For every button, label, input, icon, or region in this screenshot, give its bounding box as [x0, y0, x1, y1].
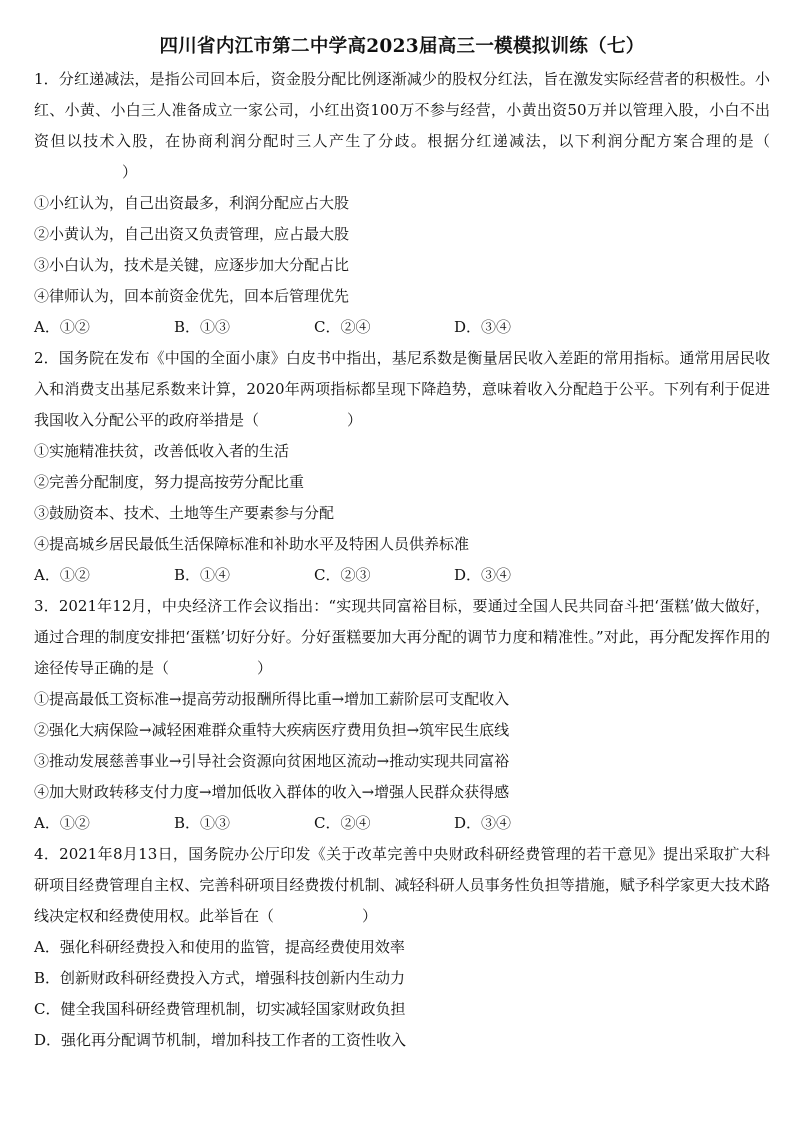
answer-options [34, 312, 770, 343]
statement-item: ④律师认为，回本前资金优先，回本后管理优先 [34, 287, 350, 305]
answer-options [34, 560, 770, 591]
statement-item: ②小黄认为，自己出资又负责管理，应占最大股 [34, 225, 350, 243]
option-b: B．①④ [174, 566, 231, 584]
question-stem [34, 64, 770, 188]
statement-item: ③推动发展慈善事业→引导社会资源向贫困地区流动→推动实现共同富裕 [34, 752, 510, 770]
statement-item: ③小白认为，技术是关键，应逐步加大分配占比 [34, 256, 350, 274]
question-2 [34, 343, 770, 591]
question-stem-close: ） [122, 163, 138, 181]
option-b: B．①③ [174, 318, 231, 336]
option-a: A．强化科研经费投入和使用的监管，提高经费使用效率 [34, 938, 405, 956]
question-stem-close: ） [347, 411, 363, 429]
option-a: A．①② [34, 318, 90, 336]
statement-item: ②完善分配制度，努力提高按劳分配比重 [34, 473, 305, 491]
statement-item: ①提高最低工资标准→提高劳动报酬所得比重→增加工薪阶层可支配收入 [34, 690, 510, 708]
statement-item: ①实施精准扶贫，改善低收入者的生活 [34, 442, 290, 460]
option-d: D．强化再分配调节机制，增加科技工作者的工资性收入 [34, 1031, 407, 1049]
answer-options [34, 808, 770, 839]
question-stem-text: 4．2021年8月13日，国务院办公厅印发《关于改革完善中央财政科研经费管理的若干意见》提出采取扩大科研项目经费管理自主权、完善科研项目经费拨付机制、减轻科研人员事务性负担等措施，赋予科学家更大技术路线决定权和经费使用权。此举旨在（ [34, 845, 770, 925]
option-c: C．②③ [314, 566, 371, 584]
option-b: B．①③ [174, 814, 231, 832]
question-stem [34, 591, 770, 684]
question-stem-text: 3．2021年12月，中央经济工作会议指出：“实现共同富裕目标，要通过全国人民共同奋斗把‘蛋糕’做大做好，通过合理的制度安排把‘蛋糕’切好分好。分好蛋糕要加大再分配的调节力度和精准性。”对此，再分配发挥作用的途径传导正确的是（ [34, 597, 770, 677]
question-stem-close: ） [362, 907, 378, 925]
statement-item: ④提高城乡居民最低生活保障标准和补助水平及特困人员供养标准 [34, 535, 470, 553]
page-title: 四川省内江市第二中学高2023届高三一模模拟训练（七） [159, 36, 645, 57]
option-c: C．②④ [314, 814, 371, 832]
statement-item: ③鼓励资本、技术、土地等生产要素参与分配 [34, 504, 335, 522]
option-a: A．①② [34, 566, 90, 584]
option-a: A．①② [34, 814, 90, 832]
statement-item: ②强化大病保险→减轻困难群众重特大疾病医疗费用负担→筑牢民生底线 [34, 721, 510, 739]
option-b: B．创新财政科研经费投入方式，增强科技创新内生动力 [34, 969, 406, 987]
question-stem-text: 1．分红递减法，是指公司回本后，资金股分配比例逐渐减少的股权分红法，旨在激发实际经营者的积极性。小红、小黄、小白三人准备成立一家公司，小红出资100万不参与经营，小黄出资50万并以管理入股，小白不出资但以技术入股，在协商利润分配时三人产生了分歧。根据分红递减法，以下利润分配方案合理的是（ [34, 70, 770, 150]
option-d: D．③④ [454, 814, 512, 832]
statement-item: ④加大财政转移支付力度→增加低收入群体的收入→增强人民群众获得感 [34, 783, 510, 801]
question-stem-close: ） [257, 659, 273, 677]
question-1 [34, 64, 770, 343]
option-d: D．③④ [454, 318, 512, 336]
option-c: C．②④ [314, 318, 371, 336]
exam-page [34, 32, 770, 1056]
question-stem [34, 343, 770, 436]
question-stem-text: 2．国务院在发布《中国的全面小康》白皮书中指出，基尼系数是衡量居民收入差距的常用指标。通常用居民收入和消费支出基尼系数来计算，2020年两项指标都呈现下降趋势，意味着收入分配趋于公平。下列有利于促进我国收入分配公平的政府举措是（ [34, 349, 770, 429]
statement-item: ①小红认为，自己出资最多，利润分配应占大股 [34, 194, 350, 212]
question-stem [34, 839, 770, 932]
question-4 [34, 839, 770, 1056]
option-c: C．健全我国科研经费管理机制，切实减轻国家财政负担 [34, 1000, 406, 1018]
question-3 [34, 591, 770, 839]
option-d: D．③④ [454, 566, 512, 584]
